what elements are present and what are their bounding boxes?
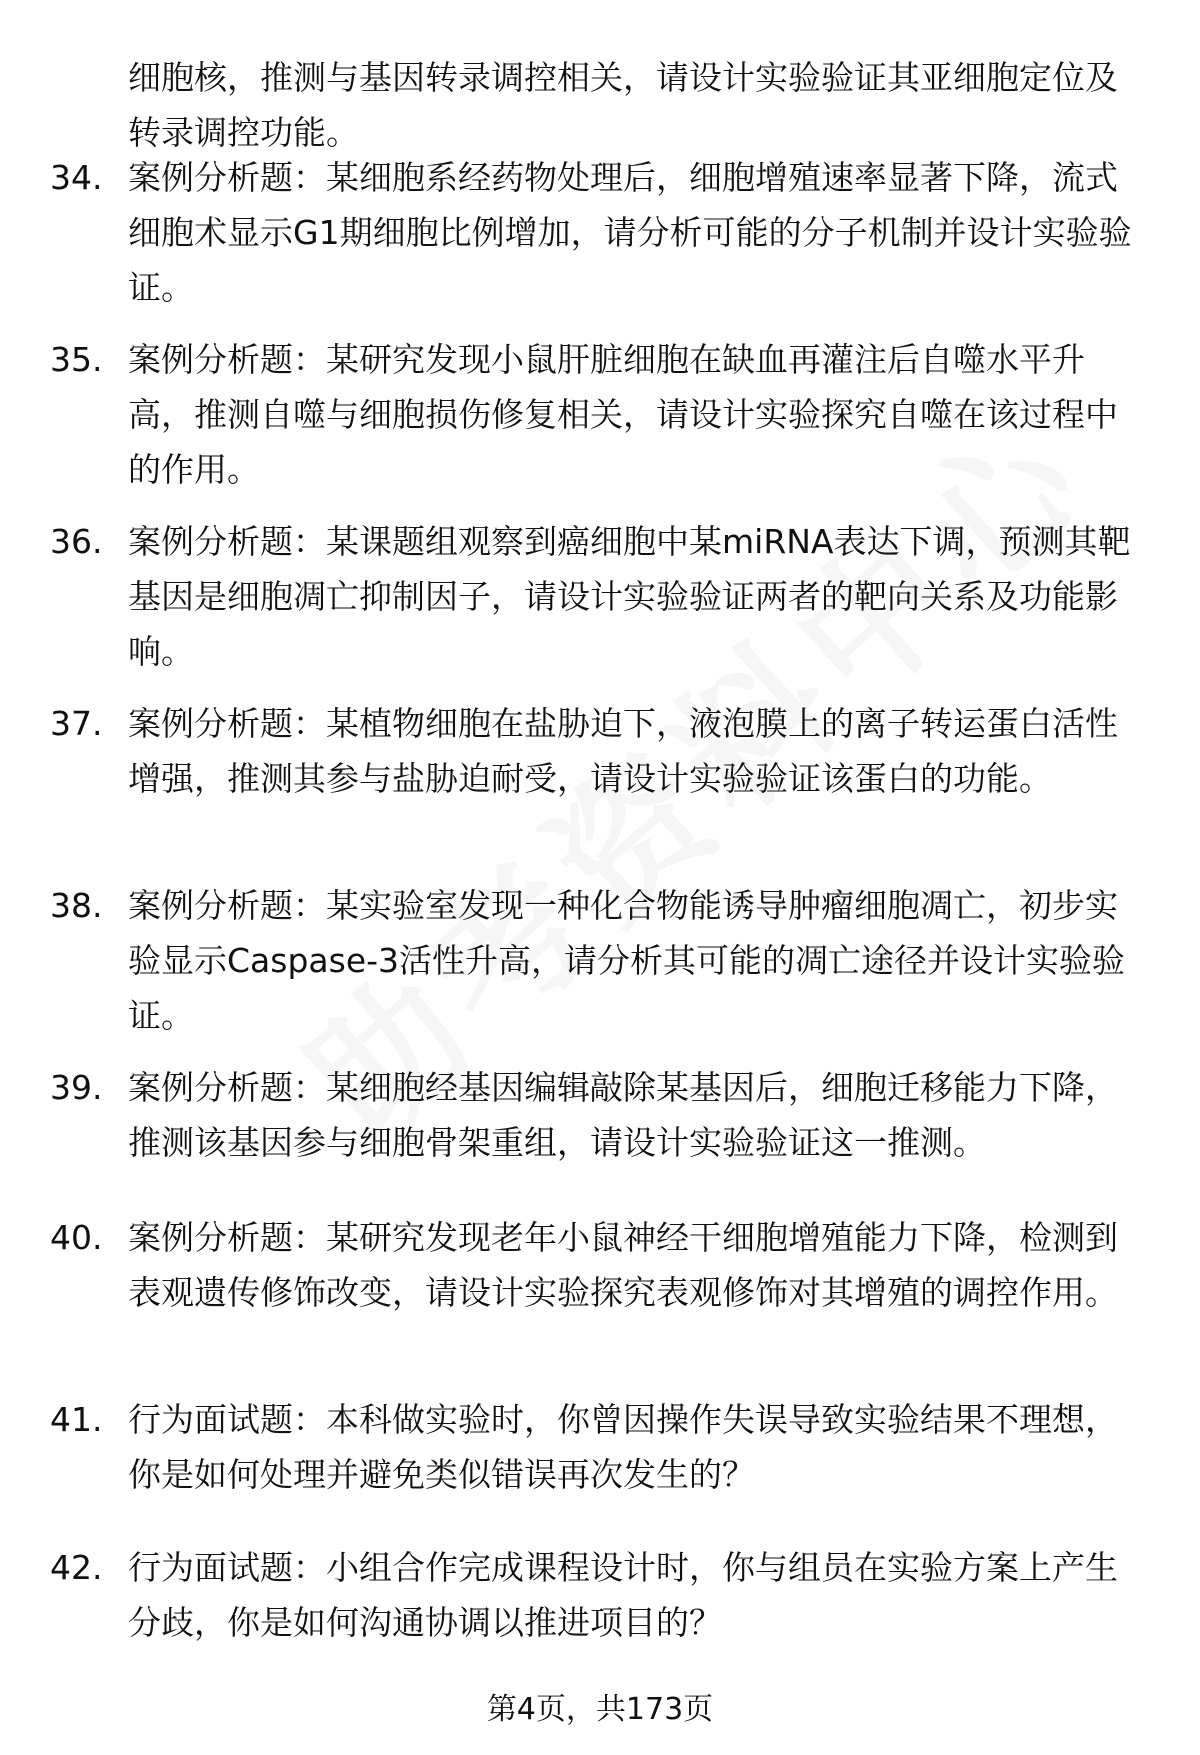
question-number: 36. — [50, 522, 103, 561]
question-text: 案例分析题：某植物细胞在盐胁迫下，液泡膜上的离子转运蛋白活性增强，推测其参与盐胁迫耐受，请设计实验验证该蛋白的功能。 — [128, 704, 1118, 798]
question-number: 38. — [50, 886, 103, 925]
question-number: 41. — [50, 1400, 103, 1439]
question-text: 案例分析题：某课题组观察到癌细胞中某miRNA表达下调，预测其靶基因是细胞凋亡抑制因子，请设计实验验证两者的靶向关系及功能影响。 — [128, 522, 1131, 671]
question-text: 行为面试题：本科做实验时，你曾因操作失误导致实验结果不理想，你是如何处理并避免类似错误再次发生的？ — [128, 1400, 1118, 1494]
intro-continuation: 细胞核，推测与基因转录调控相关，请设计实验验证其亚细胞定位及转录调控功能。 — [128, 58, 1118, 152]
question-text: 案例分析题：某细胞经基因编辑敲除某基因后，细胞迁移能力下降，推测该基因参与细胞骨架重组，请设计实验验证这一推测。 — [128, 1068, 1118, 1162]
question-number: 39. — [50, 1068, 103, 1107]
question-number: 37. — [50, 704, 103, 743]
question-number: 35. — [50, 340, 103, 379]
question-number: 42. — [50, 1548, 103, 1587]
question-text: 案例分析题：某研究发现老年小鼠神经干细胞增殖能力下降，检测到表观遗传修饰改变，请设计实验探究表观修饰对其增殖的调控作用。 — [128, 1218, 1118, 1312]
question-text: 案例分析题：某研究发现小鼠肝脏细胞在缺血再灌注后自噬水平升高，推测自噬与细胞损伤修复相关，请设计实验探究自噬在该过程中的作用。 — [128, 340, 1118, 489]
question-text: 案例分析题：某实验室发现一种化合物能诱导肿瘤细胞凋亡，初步实验显示Caspase-3活性升高，请分析其可能的凋亡途径并设计实验验证。 — [128, 886, 1126, 1035]
question-text: 案例分析题：某细胞系经药物处理后，细胞增殖速率显著下降，流式细胞术显示G1期细胞比例增加，请分析可能的分子机制并设计实验验证。 — [128, 158, 1132, 307]
question-number: 34. — [50, 158, 103, 197]
question-number: 40. — [50, 1218, 103, 1257]
page-footer: 第4页，共173页 — [486, 1692, 714, 1727]
question-text: 行为面试题：小组合作完成课程设计时，你与组员在实验方案上产生分歧，你是如何沟通协调以推进项目的？ — [128, 1548, 1118, 1642]
